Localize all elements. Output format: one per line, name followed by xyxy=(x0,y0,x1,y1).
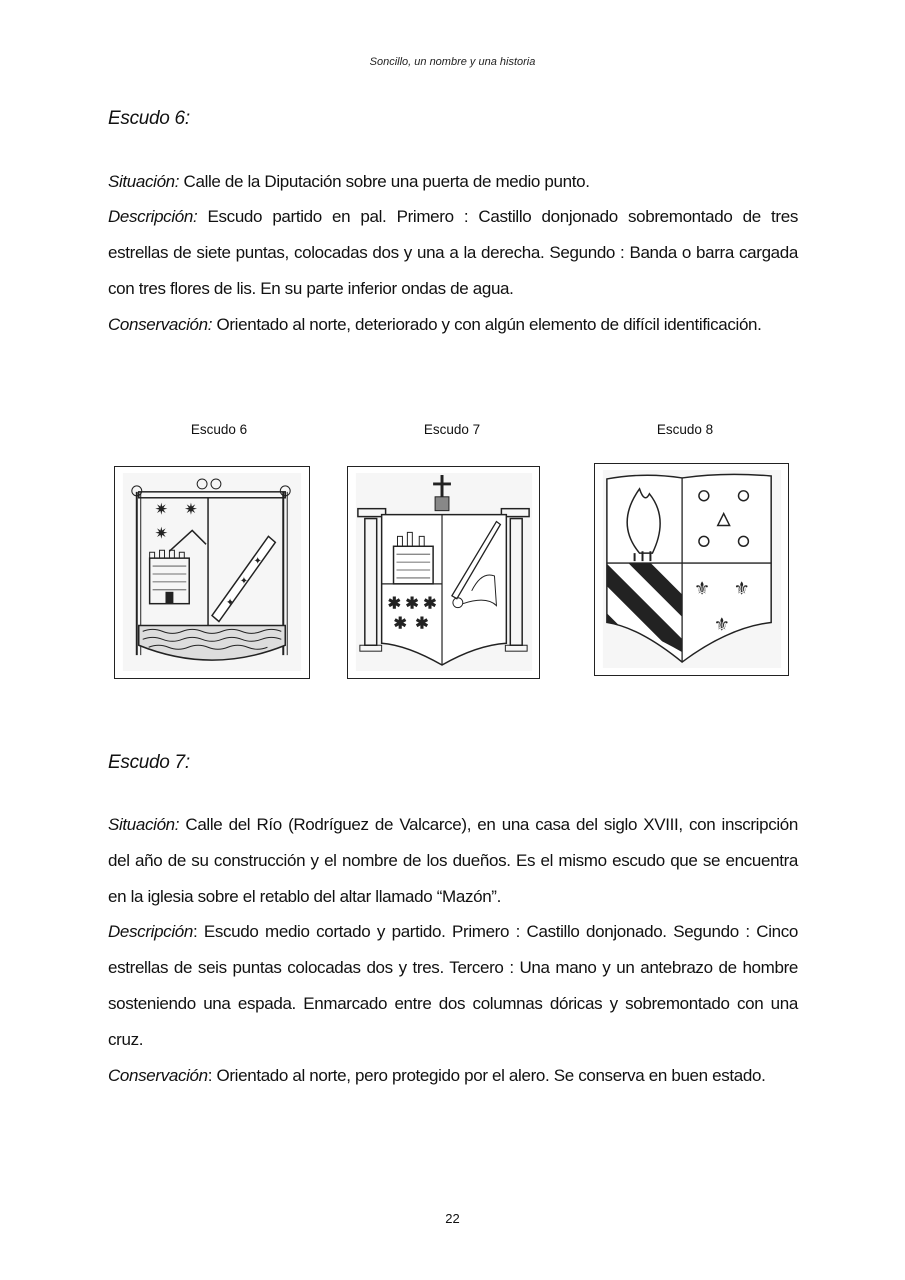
svg-text:✦: ✦ xyxy=(225,597,235,609)
page-number: 22 xyxy=(445,1211,460,1226)
svg-text:✱: ✱ xyxy=(415,615,429,633)
paragraph-descripcion-6 xyxy=(108,199,798,307)
svg-text:⚜: ⚜ xyxy=(693,578,710,599)
coat-of-arms-6-image xyxy=(114,466,310,679)
section-heading-escudo-7: Escudo 7: xyxy=(108,752,190,773)
svg-text:✱: ✱ xyxy=(393,615,407,633)
coat-of-arms-7-icon xyxy=(348,467,539,678)
coat-of-arms-8-icon xyxy=(595,464,788,675)
paragraph-situacion-7 xyxy=(108,807,798,915)
text-situacion: Calle del Río (Rodríguez de Valcarce), en una casa del siglo XVIII, con inscripción del año de su construcción y el nombre de los dueños. Es el mismo escudo que se encuentra en la iglesia sobre el retablo del altar llamado “Mazón”. xyxy=(108,815,798,906)
figure-caption-escudo-7: Escudo 7 xyxy=(423,422,481,437)
label-situacion: Situación: xyxy=(108,172,180,191)
coat-of-arms-6-icon xyxy=(115,467,309,678)
label-descripcion: Descripción xyxy=(108,922,193,941)
svg-text:✷: ✷ xyxy=(154,525,168,543)
svg-text:✱: ✱ xyxy=(387,595,401,613)
label-situacion: Situación: xyxy=(108,815,180,834)
section-heading-escudo-6: Escudo 6: xyxy=(108,108,190,129)
svg-text:✱: ✱ xyxy=(405,595,419,613)
svg-text:✱: ✱ xyxy=(423,595,437,613)
coat-of-arms-7-image xyxy=(347,466,540,679)
label-conservacion: Conservación xyxy=(108,1066,208,1085)
svg-text:✷: ✷ xyxy=(184,501,198,519)
text-descripcion: : Escudo medio cortado y partido. Primero : Castillo donjonado. Segundo : Cinco estrellas de seis puntas colocadas dos y tres. Tercero : Una mano y un antebrazo de hombre sosteniendo una espada. Enmarcado entre dos columnas dóricas y sobremontado con una cruz. xyxy=(108,922,798,1049)
svg-text:⚜: ⚜ xyxy=(713,614,730,635)
svg-text:✦: ✦ xyxy=(239,575,248,587)
label-descripcion: Descripción: xyxy=(108,207,198,226)
paragraph-conservacion-7 xyxy=(108,1058,798,1094)
paragraph-descripcion-7 xyxy=(108,914,798,1058)
text-descripcion: Escudo partido en pal. Primero : Castillo donjonado sobremontado de tres estrellas de siete puntas, colocadas dos y una a la derecha. Segundo : Banda o barra cargada con tres flores de lis. En su parte inferior ondas de agua. xyxy=(108,207,798,298)
text-situacion: Calle de la Diputación sobre una puerta de medio punto. xyxy=(179,172,590,191)
svg-text:⚜: ⚜ xyxy=(733,578,750,599)
figure-caption-escudo-6: Escudo 6 xyxy=(190,422,248,437)
paragraph-conservacion-6 xyxy=(108,307,798,343)
paragraph-situacion-6 xyxy=(108,164,798,200)
text-conservacion: Orientado al norte, deteriorado y con algún elemento de difícil identificación. xyxy=(212,315,762,334)
figure-caption-escudo-8: Escudo 8 xyxy=(656,422,714,437)
svg-text:✦: ✦ xyxy=(253,556,262,568)
label-conservacion: Conservación: xyxy=(108,315,213,334)
coat-of-arms-8-image xyxy=(594,463,789,676)
svg-text:✷: ✷ xyxy=(154,501,168,519)
text-conservacion: : Orientado al norte, pero protegido por el alero. Se conserva en buen estado. xyxy=(207,1066,766,1085)
running-header: Soncillo, un nombre y una historia xyxy=(369,56,536,68)
